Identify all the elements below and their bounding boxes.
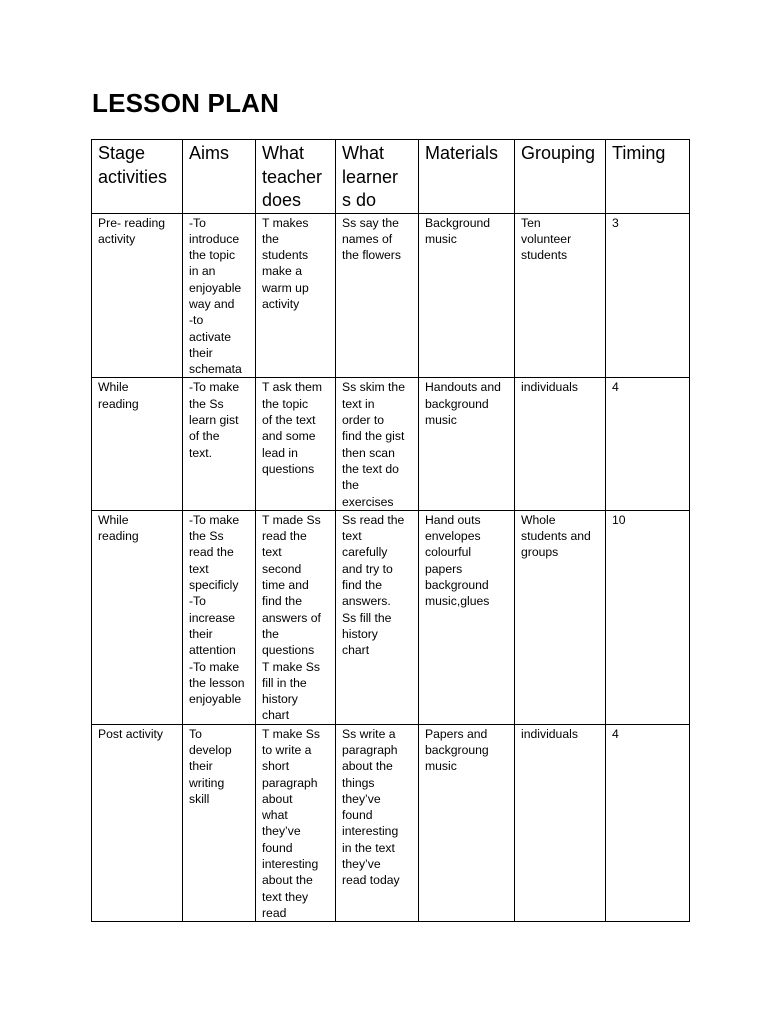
cell-materials [419,510,515,724]
cell-learners [336,724,419,922]
cell-aims [183,378,256,510]
table-row [92,510,690,724]
table-header-row [92,140,690,214]
header-stage-activities [92,140,183,214]
cell-grouping [515,510,606,724]
cell-text: 4 [612,380,619,395]
cell-text: 3 [612,215,619,230]
table-row [92,213,690,378]
cell-text: While reading [98,512,139,544]
header-label: What learner s do [342,143,399,210]
header-timing [606,140,690,214]
cell-timing [606,213,690,378]
cell-teacher [256,213,336,378]
cell-learners [336,213,419,378]
lesson-plan-table [91,139,690,922]
header-aims [183,140,256,214]
cell-text: individuals [521,726,578,741]
header-label: Grouping [521,143,596,163]
header-label: Materials [425,143,499,163]
header-label: Timing [612,143,666,163]
cell-materials [419,378,515,510]
cell-text: T makes the students make a warm up activity [262,215,309,311]
cell-text: Post activity [98,726,164,741]
cell-text: Papers and backgroung music [425,726,489,774]
cell-teacher [256,724,336,922]
cell-text: -To introduce the topic in an enjoyable way and -to activate their schemata [189,215,242,377]
cell-text: -To make the Ss read the text specificly -To increase their attention -To make the lesson enjoyable [189,512,245,707]
cell-stage [92,213,183,378]
cell-materials [419,213,515,378]
cell-text: Hand outs envelopes colourful papers background music,glues [425,512,490,609]
cell-grouping [515,213,606,378]
cell-text: T ask them the topic of the text and some lead in questions [262,380,323,476]
cell-stage [92,378,183,510]
cell-timing [606,724,690,922]
header-label: What teacher does [262,143,323,210]
cell-grouping [515,378,606,510]
header-label: Stage activities [98,143,168,187]
cell-learners [336,510,419,724]
cell-text: Background music [425,215,491,246]
cell-learners [336,378,419,510]
cell-timing [606,378,690,510]
cell-text: Ss read the text carefully and try to find the answers. Ss fill the history chart [342,512,405,658]
cell-text: Ss say the names of the flowers [342,215,401,263]
table-row [92,378,690,510]
header-label: Aims [189,143,229,163]
header-grouping [515,140,606,214]
cell-aims [183,510,256,724]
cell-materials [419,724,515,922]
cell-text: Whole students and groups [521,512,591,560]
cell-text: Handouts and background music [425,380,501,428]
cell-teacher [256,378,336,510]
cell-aims [183,724,256,922]
cell-text: 10 [612,512,626,527]
cell-text: While reading [98,380,139,411]
cell-text: T made Ss read the text second time and find the answers of the questions T make Ss fill in the history chart [262,512,321,723]
cell-stage [92,724,183,922]
cell-text: 4 [612,726,619,741]
cell-aims [183,213,256,378]
cell-teacher [256,510,336,724]
cell-text: individuals [521,380,578,395]
cell-text: Ss write a paragraph about the things they’ve found interesting in the text they’ve read today [342,726,400,888]
cell-text: T make Ss to write a short paragraph about what they’ve found interesting about the text they read [262,726,321,920]
header-materials [419,140,515,214]
table-row [92,724,690,922]
cell-text: Pre- reading activity [98,215,166,246]
cell-text: -To make the Ss learn gist of the text. [189,380,240,460]
cell-stage [92,510,183,724]
cell-text: To develop their writing skill [189,726,232,806]
cell-timing [606,510,690,724]
header-what-teacher-does [256,140,336,214]
cell-grouping [515,724,606,922]
page-title: LESSON PLAN [92,88,280,118]
cell-text: Ten volunteer students [521,215,572,263]
cell-text: Ss skim the text in order to find the gist then scan the text do the exercises [342,380,405,509]
header-what-learners-do [336,140,419,214]
